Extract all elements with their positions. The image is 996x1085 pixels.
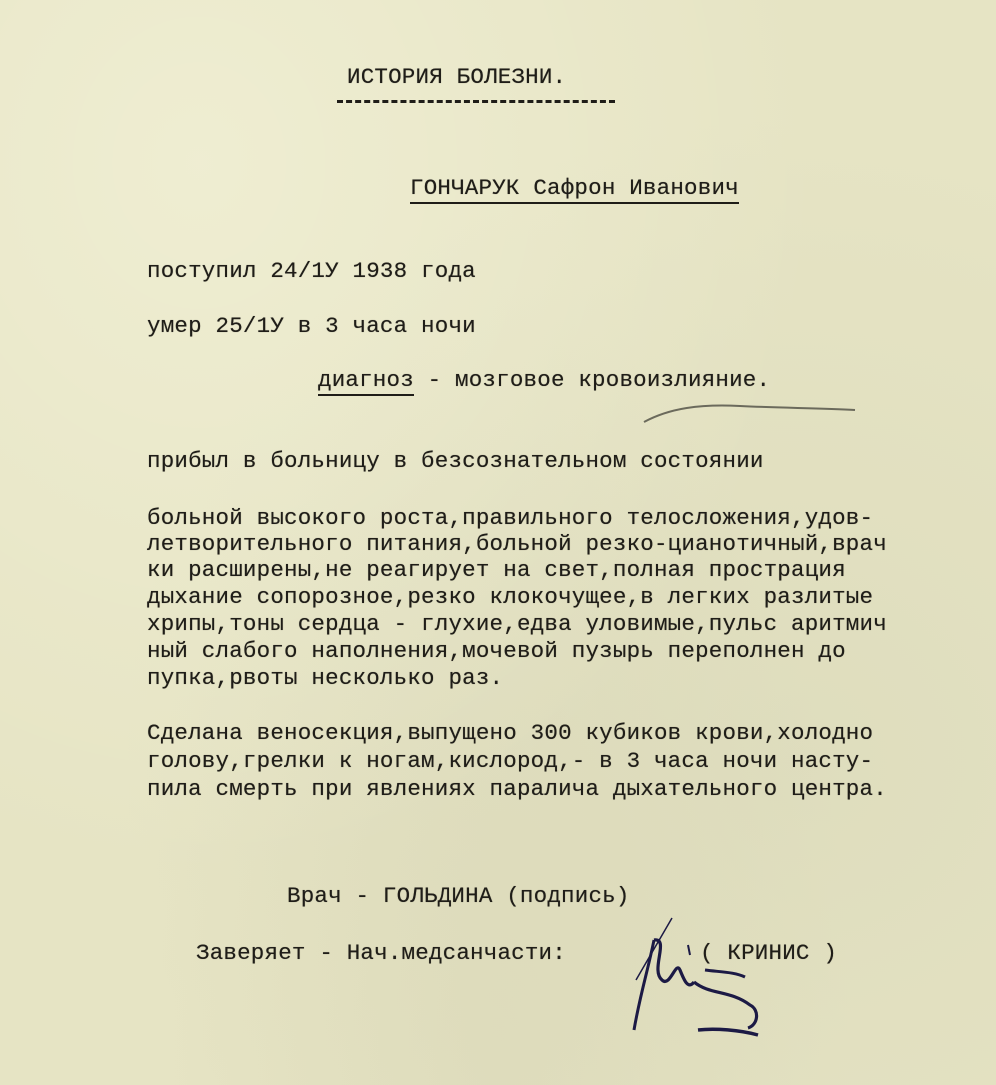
patient-name: ГОНЧАРУК Сафрон Иванович bbox=[410, 175, 739, 201]
condition-line: ки расширены,не реагирует на свет,полная прострация bbox=[147, 557, 846, 583]
handwritten-signature bbox=[610, 910, 780, 1060]
diagnosis-text: - мозговое кровоизлияние. bbox=[413, 367, 771, 393]
arrival-status: прибыл в больницу в безсознательном состоянии bbox=[147, 448, 764, 474]
diagnosis bbox=[318, 367, 770, 393]
pencil-mark bbox=[640, 398, 860, 428]
treatment-line: Сделана веносекция,выпущено 300 кубиков крови,холодно bbox=[147, 720, 874, 746]
certify-label: Заверяет - Нач.медсанчасти: bbox=[196, 940, 566, 966]
death-date: умер 25/1У в 3 часа ночи bbox=[147, 313, 476, 339]
document-title: ИСТОРИЯ БОЛЕЗНИ. bbox=[347, 64, 567, 90]
condition-line: пупка,рвоты несколько раз. bbox=[147, 665, 504, 691]
condition-line: дыхание сопорозное,резко клокочущее,в легких разлитые bbox=[147, 584, 874, 610]
doctor-signature-line: Врач - ГОЛЬДИНА (подпись) bbox=[287, 883, 630, 909]
condition-line: летворительного питания,больной резко-цианотичный,врач bbox=[147, 531, 887, 557]
title-dashed-underline bbox=[337, 100, 615, 103]
certifier-name: ( КРИНИС ) bbox=[700, 940, 838, 966]
condition-line: хрипы,тоны сердца - глухие,едва уловимые,пульс аритмич bbox=[147, 611, 887, 637]
admission-date: поступил 24/1У 1938 года bbox=[147, 258, 476, 284]
treatment-line: пила смерть при явлениях паралича дыхательного центра. bbox=[147, 776, 887, 802]
condition-line: ный слабого наполнения,мочевой пузырь переполнен до bbox=[147, 638, 846, 664]
condition-line: больной высокого роста,правильного телосложения,удов- bbox=[147, 505, 874, 531]
diagnosis-label: диагноз bbox=[318, 367, 414, 396]
treatment-line: голову,грелки к ногам,кислород,- в 3 часа ночи насту- bbox=[147, 748, 874, 774]
